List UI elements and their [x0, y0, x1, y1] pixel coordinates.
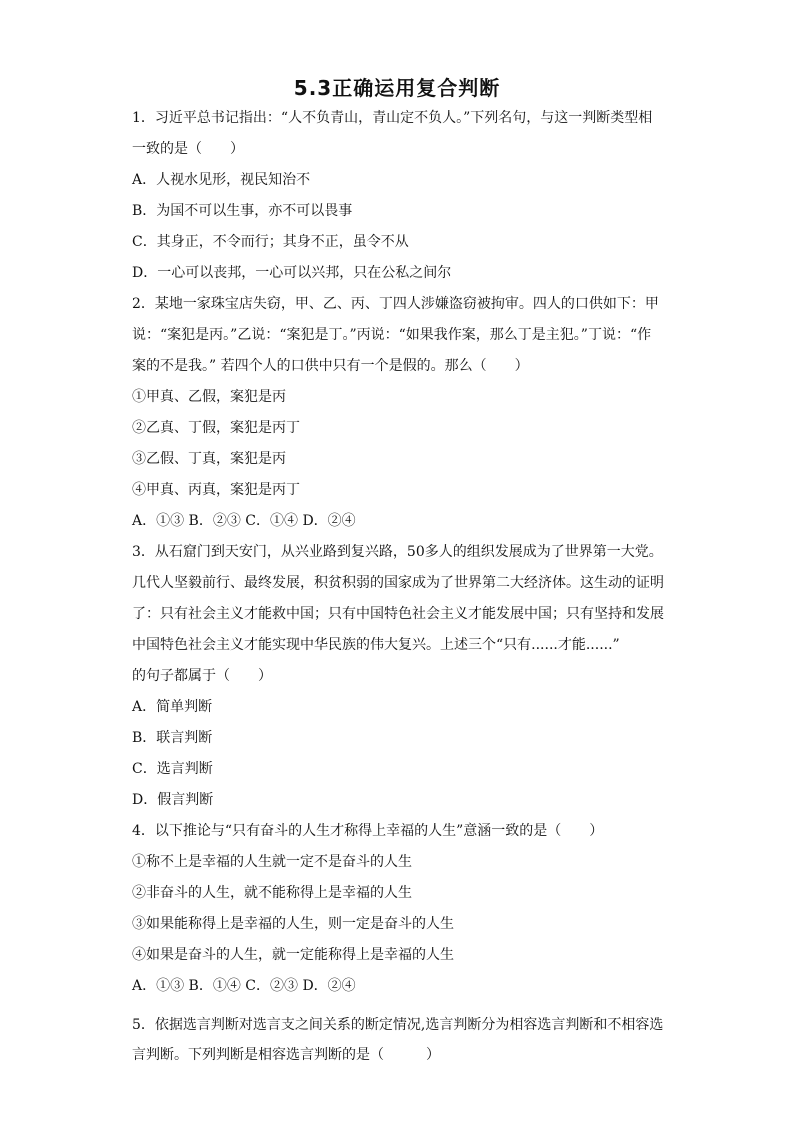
q2-stem-line-2: 说：“案犯是丙。”乙说：“案犯是丁。”丙说：“如果我作案，那么丁是主犯。”丁说：“作 — [132, 327, 652, 343]
q3-option-a: A．简单判断 — [132, 699, 213, 715]
q2-stem-line-3: 案的不是我。” 若四个人的口供中只有一个是假的。那么（ ） — [132, 358, 529, 374]
q4-statement-3: ③如果能称得上是幸福的人生，则一定是奋斗的人生 — [132, 916, 454, 932]
q3-stem-line-3: 了：只有社会主义才能救中国；只有中国特色社会主义才能发展中国；只有坚持和发展 — [132, 606, 664, 622]
q4-options: A．①③ B．①④ C．②③ D．②④ — [132, 978, 356, 994]
q3-stem-line-5: 的句子都属于（ ） — [132, 668, 272, 684]
q1-option-b: B．为国不可以生事，亦不可以畏事 — [132, 203, 353, 219]
q3-stem-line-1: 3．从石窟门到天安门，从兴业路到复兴路，50多人的组织发展成为了世界第一大党。 — [132, 544, 663, 560]
q2-stem-line-1: 2．某地一家珠宝店失窃，甲、乙、丙、丁四人涉嫌盗窃被拘审。四人的口供如下：甲 — [132, 296, 659, 312]
q1-stem-line-1: 1．习近平总书记指出：“人不负青山，青山定不负人。”下列名句，与这一判断类型相 — [132, 110, 653, 126]
q1-option-c: C．其身正，不令而行；其身不正，虽令不从 — [132, 234, 409, 250]
q1-option-d: D．一心可以丧邦，一心可以兴邦，只在公私之间尔 — [132, 265, 452, 281]
q3-option-d: D．假言判断 — [132, 792, 214, 808]
q3-option-c: C．选言判断 — [132, 761, 213, 777]
q1-option-a: A．人视水见形，视民知治不 — [132, 172, 311, 188]
q1-stem-line-2: 一致的是（ ） — [132, 141, 244, 157]
q2-statement-3: ③乙假、丁真，案犯是丙 — [132, 451, 286, 467]
q4-statement-2: ②非奋斗的人生，就不能称得上是幸福的人生 — [132, 885, 412, 901]
q3-stem-line-4: 中国特色社会主义才能实现中华民族的伟大复兴。上述三个“只有......才能......” — [132, 637, 620, 653]
q2-statement-2: ②乙真、丁假，案犯是丙丁 — [132, 420, 300, 436]
q2-statement-4: ④甲真、丙真，案犯是丙丁 — [132, 482, 300, 498]
q5-stem-line-1: 5．依据选言判断对选言支之间关系的断定情况,选言判断分为相容选言判断和不相容选 — [132, 1017, 664, 1033]
q5-stem-line-2: 言判断。下列判断是相容选言判断的是（ ） — [132, 1047, 440, 1063]
q3-stem-line-2: 几代人坚毅前行、最终发展，积贫积弱的国家成为了世界第二大经济体。这生动的证明 — [132, 575, 664, 591]
q2-statement-1: ①甲真、乙假，案犯是丙 — [132, 389, 286, 405]
q4-statement-4: ④如果是奋斗的人生，就一定能称得上是幸福的人生 — [132, 947, 454, 963]
q4-statement-1: ①称不上是幸福的人生就一定不是奋斗的人生 — [132, 854, 412, 870]
q2-options: A．①③ B．②③ C．①④ D．②④ — [132, 513, 356, 529]
q4-stem: 4．以下推论与“只有奋斗的人生才称得上幸福的人生”意涵一致的是（ ） — [132, 823, 604, 839]
q3-option-b: B．联言判断 — [132, 730, 213, 746]
page-title: 5.3正确运用复合判断 — [293, 76, 501, 100]
